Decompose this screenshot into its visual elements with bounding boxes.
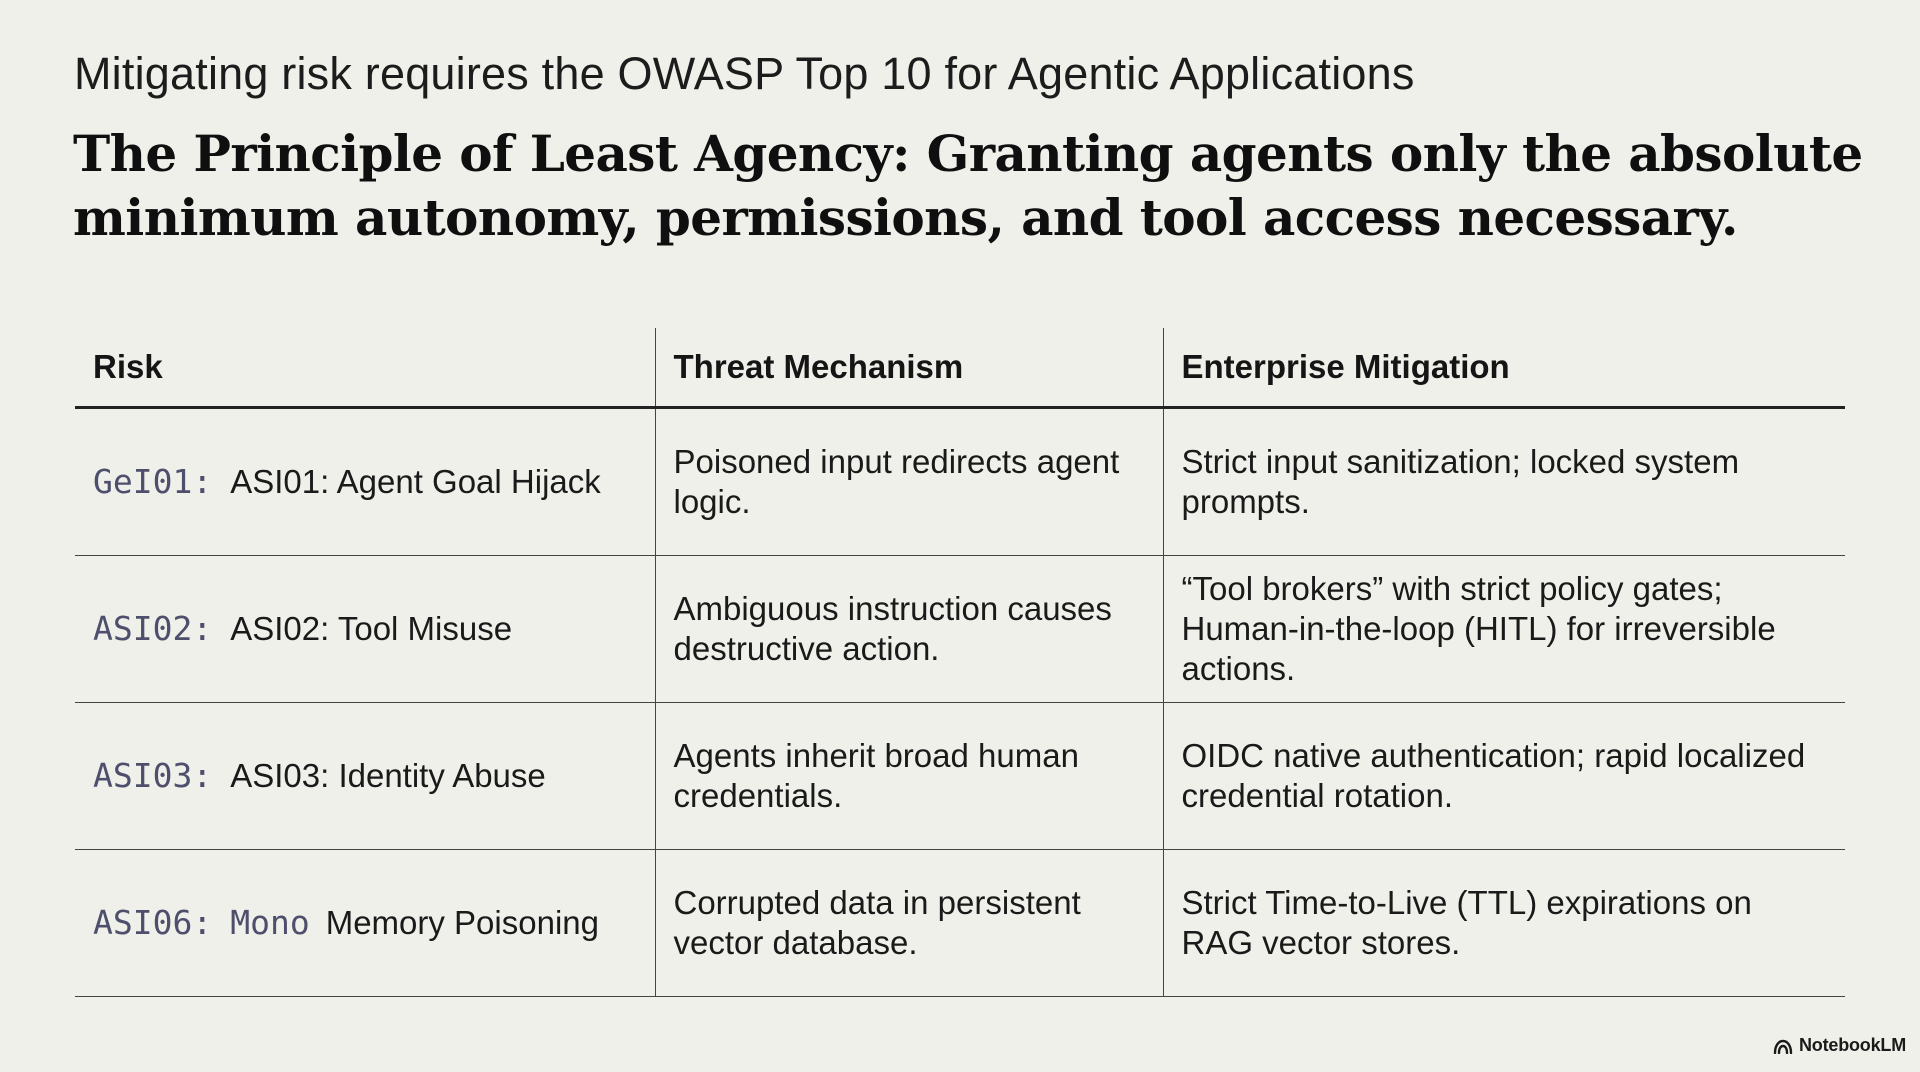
- risk-label: ASI01: Agent Goal Hijack: [230, 463, 601, 500]
- mitigation-cell: Strict Time-to-Live (TTL) expirations on RAG vector stores.: [1163, 850, 1845, 997]
- threat-cell: Agents inherit broad human credentials.: [655, 703, 1163, 850]
- risk-code: GeI01:: [93, 462, 213, 501]
- brand-label: NotebookLM: [1799, 1035, 1906, 1055]
- mitigation-cell: Strict input sanitization; locked system prompts.: [1163, 408, 1845, 556]
- risk-code: ASI03:: [93, 756, 213, 795]
- risk-cell: [75, 408, 655, 556]
- column-header-risk: Risk: [75, 328, 655, 408]
- notebooklm-logo-icon: [1773, 1038, 1793, 1054]
- column-header-threat-mechanism: Threat Mechanism: [655, 328, 1163, 408]
- mitigation-cell: “Tool brokers” with strict policy gates; Human-in-the-loop (HITL) for irreversible actions.: [1163, 556, 1845, 703]
- risk-cell: [75, 703, 655, 850]
- risk-table: [75, 328, 1845, 997]
- threat-cell: Corrupted data in persistent vector database.: [655, 850, 1163, 997]
- risk-label: ASI02: Tool Misuse: [230, 610, 513, 647]
- slide-subtitle: Mitigating risk requires the OWASP Top 10 for Agentic Applications: [74, 48, 1415, 99]
- table-row: [75, 408, 1845, 556]
- table-header-row: [75, 328, 1845, 408]
- slide-title: The Principle of Least Agency: Granting agents only the absolute minimum autonomy, permissions, and tool access necessary.: [73, 124, 1863, 247]
- table-row: [75, 556, 1845, 703]
- column-header-enterprise-mitigation: Enterprise Mitigation: [1163, 328, 1845, 408]
- mitigation-cell: OIDC native authentication; rapid localized credential rotation.: [1163, 703, 1845, 850]
- threat-cell: Poisoned input redirects agent logic.: [655, 408, 1163, 556]
- notebooklm-branding: [1773, 1035, 1906, 1056]
- risk-code: ASI06:: [93, 903, 213, 942]
- risk-cell: [75, 850, 655, 997]
- risk-code-suffix: Mono: [230, 903, 310, 942]
- threat-cell: Ambiguous instruction causes destructive action.: [655, 556, 1163, 703]
- table-row: [75, 703, 1845, 850]
- risk-label: ASI03: Identity Abuse: [230, 757, 546, 794]
- table-row: [75, 850, 1845, 997]
- risk-code: ASI02:: [93, 609, 213, 648]
- risk-label: Memory Poisoning: [325, 904, 599, 941]
- risk-cell: [75, 556, 655, 703]
